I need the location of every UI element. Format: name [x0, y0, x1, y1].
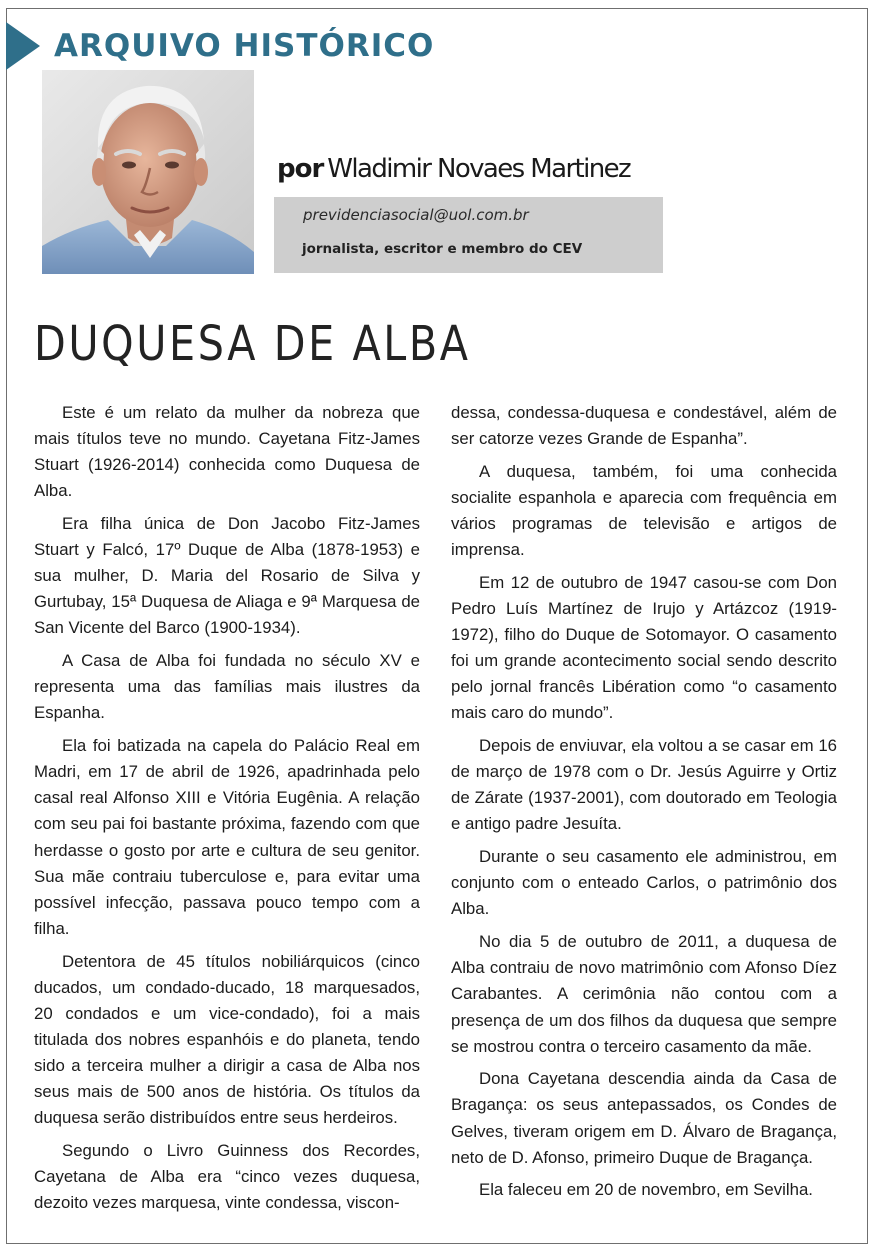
author-role: jornalista, escritor e membro do CEV: [302, 241, 583, 257]
paragraph: Dona Cayetana descendia ainda da Casa de Bragança: os seus antepassados, os Condes de Gelves, tiveram origem em D. Álvaro de Bragança, neto de D. Afonso, primeiro Duque de Bragança.: [451, 1069, 837, 1167]
author-info-box: [274, 197, 663, 273]
paragraph-continuation: dessa, condessa-duquesa e condestável, além de ser catorze vezes Grande de Espanha”.: [451, 403, 837, 449]
author-portrait-image: [42, 70, 254, 274]
article-column-left: [34, 400, 420, 1223]
article-column-right: [451, 400, 837, 1210]
paragraph: Ela foi batizada na capela do Palácio Real em Madri, em 17 de abril de 1926, apadrinhada pelo casal real Alfonso XIII e Vitória Eugênia. A relação com seu pai foi bastante próxima, fazendo com que herdasse o gosto por arte e cultura de seu genitor. Sua mãe contraiu tuberculose e, para evitar uma possível infecção, passava pouco tempo com a filha.: [34, 736, 420, 938]
paragraph: Durante o seu casamento ele administrou, em conjunto com o enteado Carlos, o patrimônio dos Alba.: [451, 847, 837, 919]
author-photo: [42, 70, 254, 274]
paragraph: Ela faleceu em 20 de novembro, em Sevilha.: [479, 1180, 813, 1200]
paragraph: Detentora de 45 títulos nobiliárquicos (cinco ducados, um condado-ducado, 18 marquesados, 20 condados e um vice-condado), foi a mais titulada dos nobres espanhóis e do planeta, tendo sido a terceira mulher a dirigir a casa de Alba nos seus mais de 500 anos de história. Os títulos da duquesa serão distribuídos entre seus herdeiros.: [34, 951, 420, 1128]
article-headline: DUQUESA DE ALBA: [34, 316, 471, 372]
byline-prefix: por: [277, 154, 324, 184]
paragraph: Este é um relato da mulher da nobreza que mais títulos teve no mundo. Cayetana Fitz-James Stuart (1926-2014) conhecida como Duquesa de Alba.: [34, 403, 420, 501]
author-email: previdenciasocial@uol.com.br: [303, 206, 529, 224]
section-title: ARQUIVO HISTÓRICO: [54, 28, 435, 64]
author-byline: [277, 150, 630, 192]
paragraph: A duquesa, também, foi uma conhecida socialite espanhola e aparecia com frequência em vários programas de televisão e artigos de imprensa.: [451, 461, 837, 560]
paragraph: Segundo o Livro Guinness dos Recordes, Cayetana de Alba era “cinco vezes duquesa, dezoito vezes marquesa, vinte condessa, viscon-: [34, 1140, 420, 1213]
paragraph: A Casa de Alba foi fundada no século XV e representa uma das famílias mais ilustres da Espanha.: [34, 651, 420, 723]
paragraph: Depois de enviuvar, ela voltou a se casar em 16 de março de 1978 com o Dr. Jesús Aguirre y Ortiz de Zárate (1937-2001), com doutorado em Teologia e antigo padre Jesuíta.: [451, 736, 837, 834]
section-marker-triangle: [6, 22, 40, 70]
paragraph: No dia 5 de outubro de 2011, a duquesa de Alba contraiu de novo matrimônio com Afonso Díez Carabantes. A cerimônia não contou com a presença de um dos filhos da duquesa que sempre se mostrou contra o terceiro casamento da mãe.: [451, 932, 837, 1056]
author-name: Wladimir Novaes Martinez: [327, 154, 631, 184]
paragraph: Era filha única de Don Jacobo Fitz-James Stuart y Falcó, 17º Duque de Alba (1878-1953) e sua mulher, D. Maria del Rosario de Silva y Gurtubay, 15ª Duquesa de Aliaga e 9ª Marquesa de San Vicente del Barco (1900-1934).: [34, 514, 420, 638]
paragraph: Em 12 de outubro de 1947 casou-se com Don Pedro Luís Martínez de Irujo y Artázcoz (1919-1972), filho do Duque de Sotomayor. O casamento foi um grande acontecimento social sendo descrito pelo jornal francês Libération como “o casamento mais caro do mundo”.: [451, 572, 837, 723]
